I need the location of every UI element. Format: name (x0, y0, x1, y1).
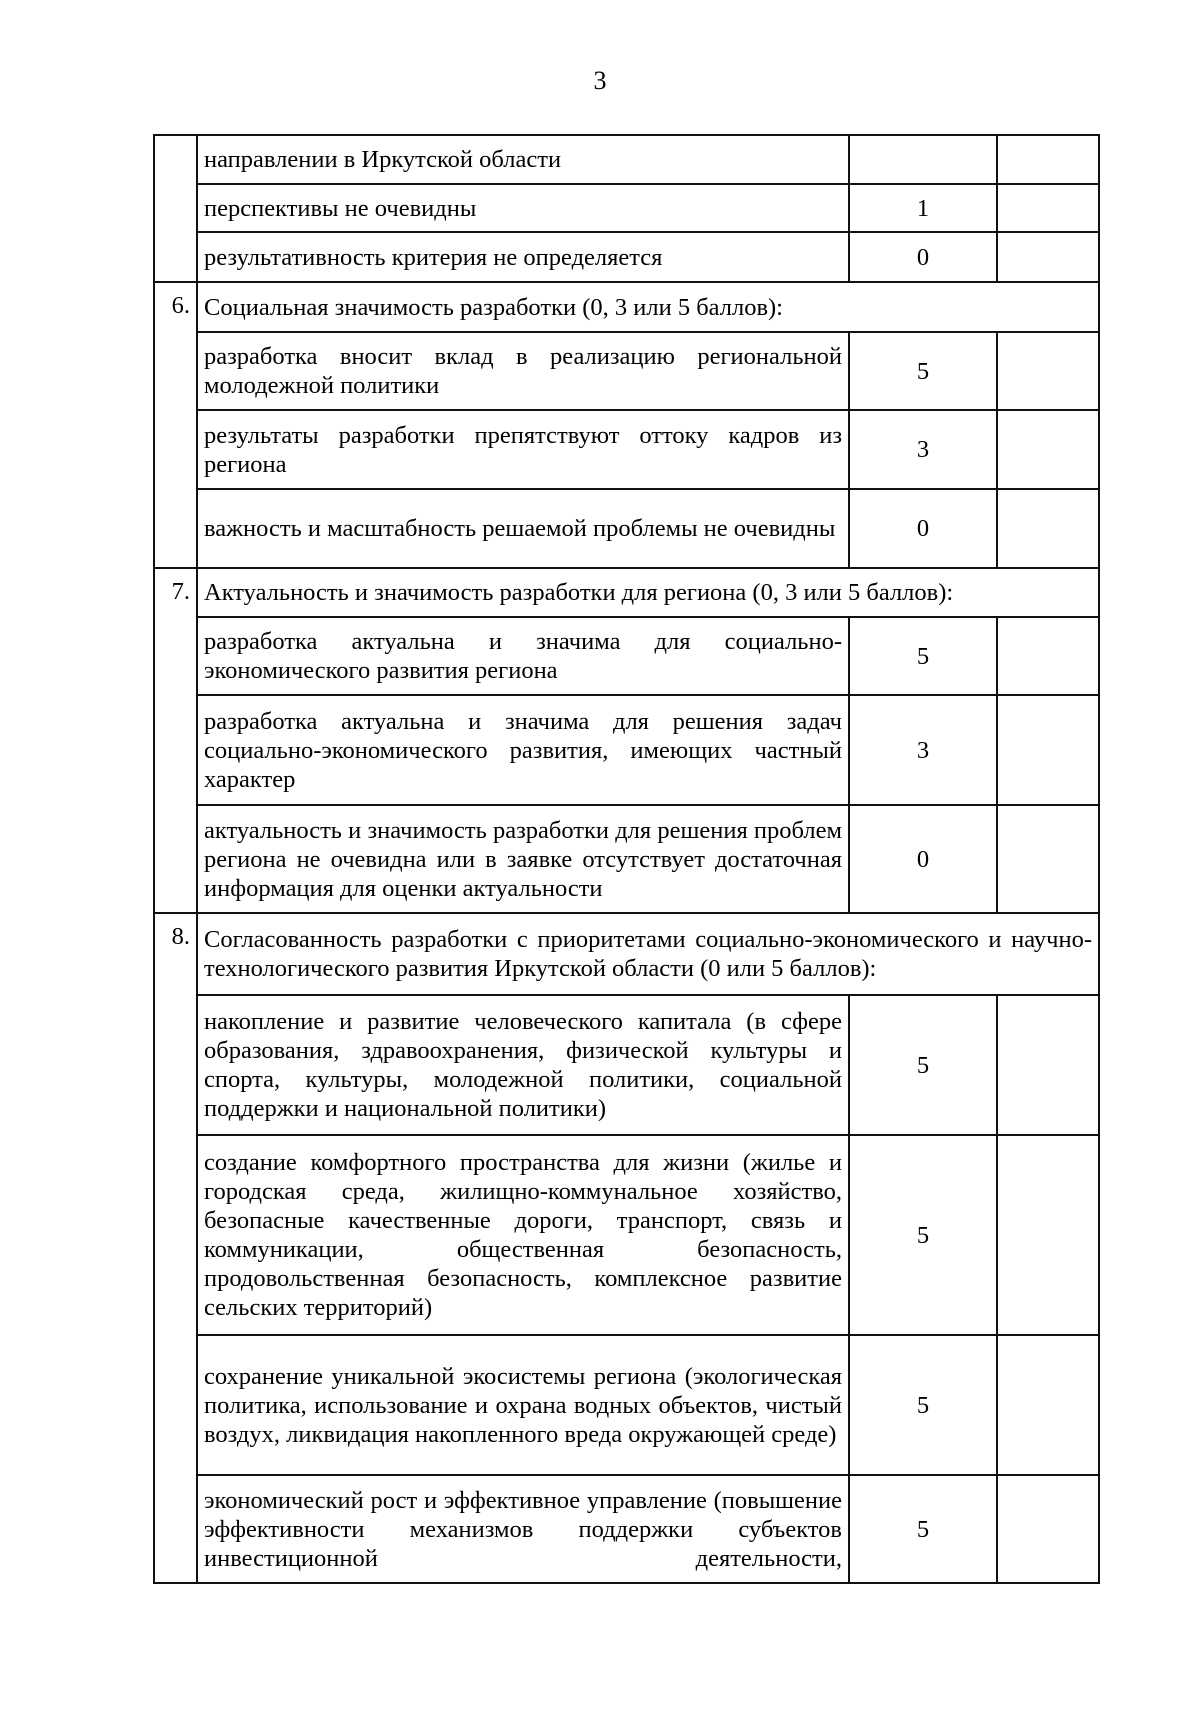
option-text: важность и масштабность решаемой проблемы не очевидны (197, 489, 849, 568)
table-row (154, 410, 1099, 489)
table-row (154, 995, 1099, 1135)
expert-score-cell (997, 135, 1099, 184)
option-score: 5 (849, 1135, 997, 1335)
option-text: накопление и развитие человеческого капитала (в сфере образования, здравоохранения, физической культуры и спорта, культуры, молодежной политики, социальной поддержки и национальной политики) (197, 995, 849, 1135)
option-score: 5 (849, 1475, 997, 1583)
option-text: создание комфортного пространства для жизни (жилье и городская среда, жилищно-коммунальное хозяйство, безопасные качественные дороги, транспорт, связь и коммуникации, общественная безопасность, продовольственная безопасность, комплексное развитие сельских территорий) (197, 1135, 849, 1335)
option-score: 5 (849, 995, 997, 1135)
expert-score-cell (997, 617, 1099, 695)
criterion-number: 7. (154, 568, 197, 913)
option-text: перспективы не очевидны (197, 184, 849, 232)
option-text: сохранение уникальной экосистемы региона (экологическая политика, использование и охрана водных объектов, чистый воздух, ликвидация накопленного вреда окружающей среде) (197, 1335, 849, 1475)
table-row (154, 184, 1099, 232)
expert-score-cell (997, 489, 1099, 568)
criterion-header-row (154, 282, 1099, 332)
expert-score-cell (997, 1135, 1099, 1335)
option-text: актуальность и значимость разработки для решения проблем региона не очевидна или в заявке отсутствует достаточная информация для оценки актуальности (197, 805, 849, 913)
option-score: 0 (849, 232, 997, 282)
option-text: разработка актуальна и значима для решения задач социально-экономического развития, имеющих частный характер (197, 695, 849, 805)
page-number: 3 (593, 66, 607, 95)
option-score: 5 (849, 332, 997, 410)
option-text: результативность критерия не определяется (197, 232, 849, 282)
table-row (154, 805, 1099, 913)
table-row (154, 1135, 1099, 1335)
option-score: 5 (849, 1335, 997, 1475)
expert-score-cell (997, 232, 1099, 282)
criterion-number: 6. (154, 282, 197, 568)
expert-score-cell (997, 1475, 1099, 1583)
expert-score-cell (997, 332, 1099, 410)
option-text: экономический рост и эффективное управление (повышение эффективности механизмов поддержки субъектов инвестиционной деятельности, (197, 1475, 849, 1583)
table-row (154, 695, 1099, 805)
expert-score-cell (997, 184, 1099, 232)
criterion-title: Согласованность разработки с приоритетами социально-экономического и научно-технологического развития Иркутской области (0 или 5 баллов): (197, 913, 1099, 995)
expert-score-cell (997, 695, 1099, 805)
option-score: 3 (849, 695, 997, 805)
criterion-header-row (154, 568, 1099, 617)
option-score: 3 (849, 410, 997, 489)
criterion-title: Социальная значимость разработки (0, 3 или 5 баллов): (197, 282, 1099, 332)
expert-score-cell (997, 1335, 1099, 1475)
option-text: направлении в Иркутской области (197, 135, 849, 184)
criterion-number-cell (154, 135, 197, 282)
option-text: результаты разработки препятствуют оттоку кадров из региона (197, 410, 849, 489)
expert-score-cell (997, 995, 1099, 1135)
option-text: разработка актуальна и значима для социально-экономического развития региона (197, 617, 849, 695)
table-row (154, 1475, 1099, 1583)
table-row (154, 332, 1099, 410)
option-score: 0 (849, 805, 997, 913)
criterion-header-row (154, 913, 1099, 995)
expert-score-cell (997, 410, 1099, 489)
option-text: разработка вносит вклад в реализацию региональной молодежной политики (197, 332, 849, 410)
option-score: 1 (849, 184, 997, 232)
table-row (154, 617, 1099, 695)
criterion-title: Актуальность и значимость разработки для региона (0, 3 или 5 баллов): (197, 568, 1099, 617)
option-score (849, 135, 997, 184)
criteria-table (153, 134, 1100, 1584)
option-score: 0 (849, 489, 997, 568)
option-score: 5 (849, 617, 997, 695)
table-row (154, 1335, 1099, 1475)
table-row (154, 232, 1099, 282)
criterion-number: 8. (154, 913, 197, 1583)
expert-score-cell (997, 805, 1099, 913)
table-row (154, 489, 1099, 568)
table-row (154, 135, 1099, 184)
